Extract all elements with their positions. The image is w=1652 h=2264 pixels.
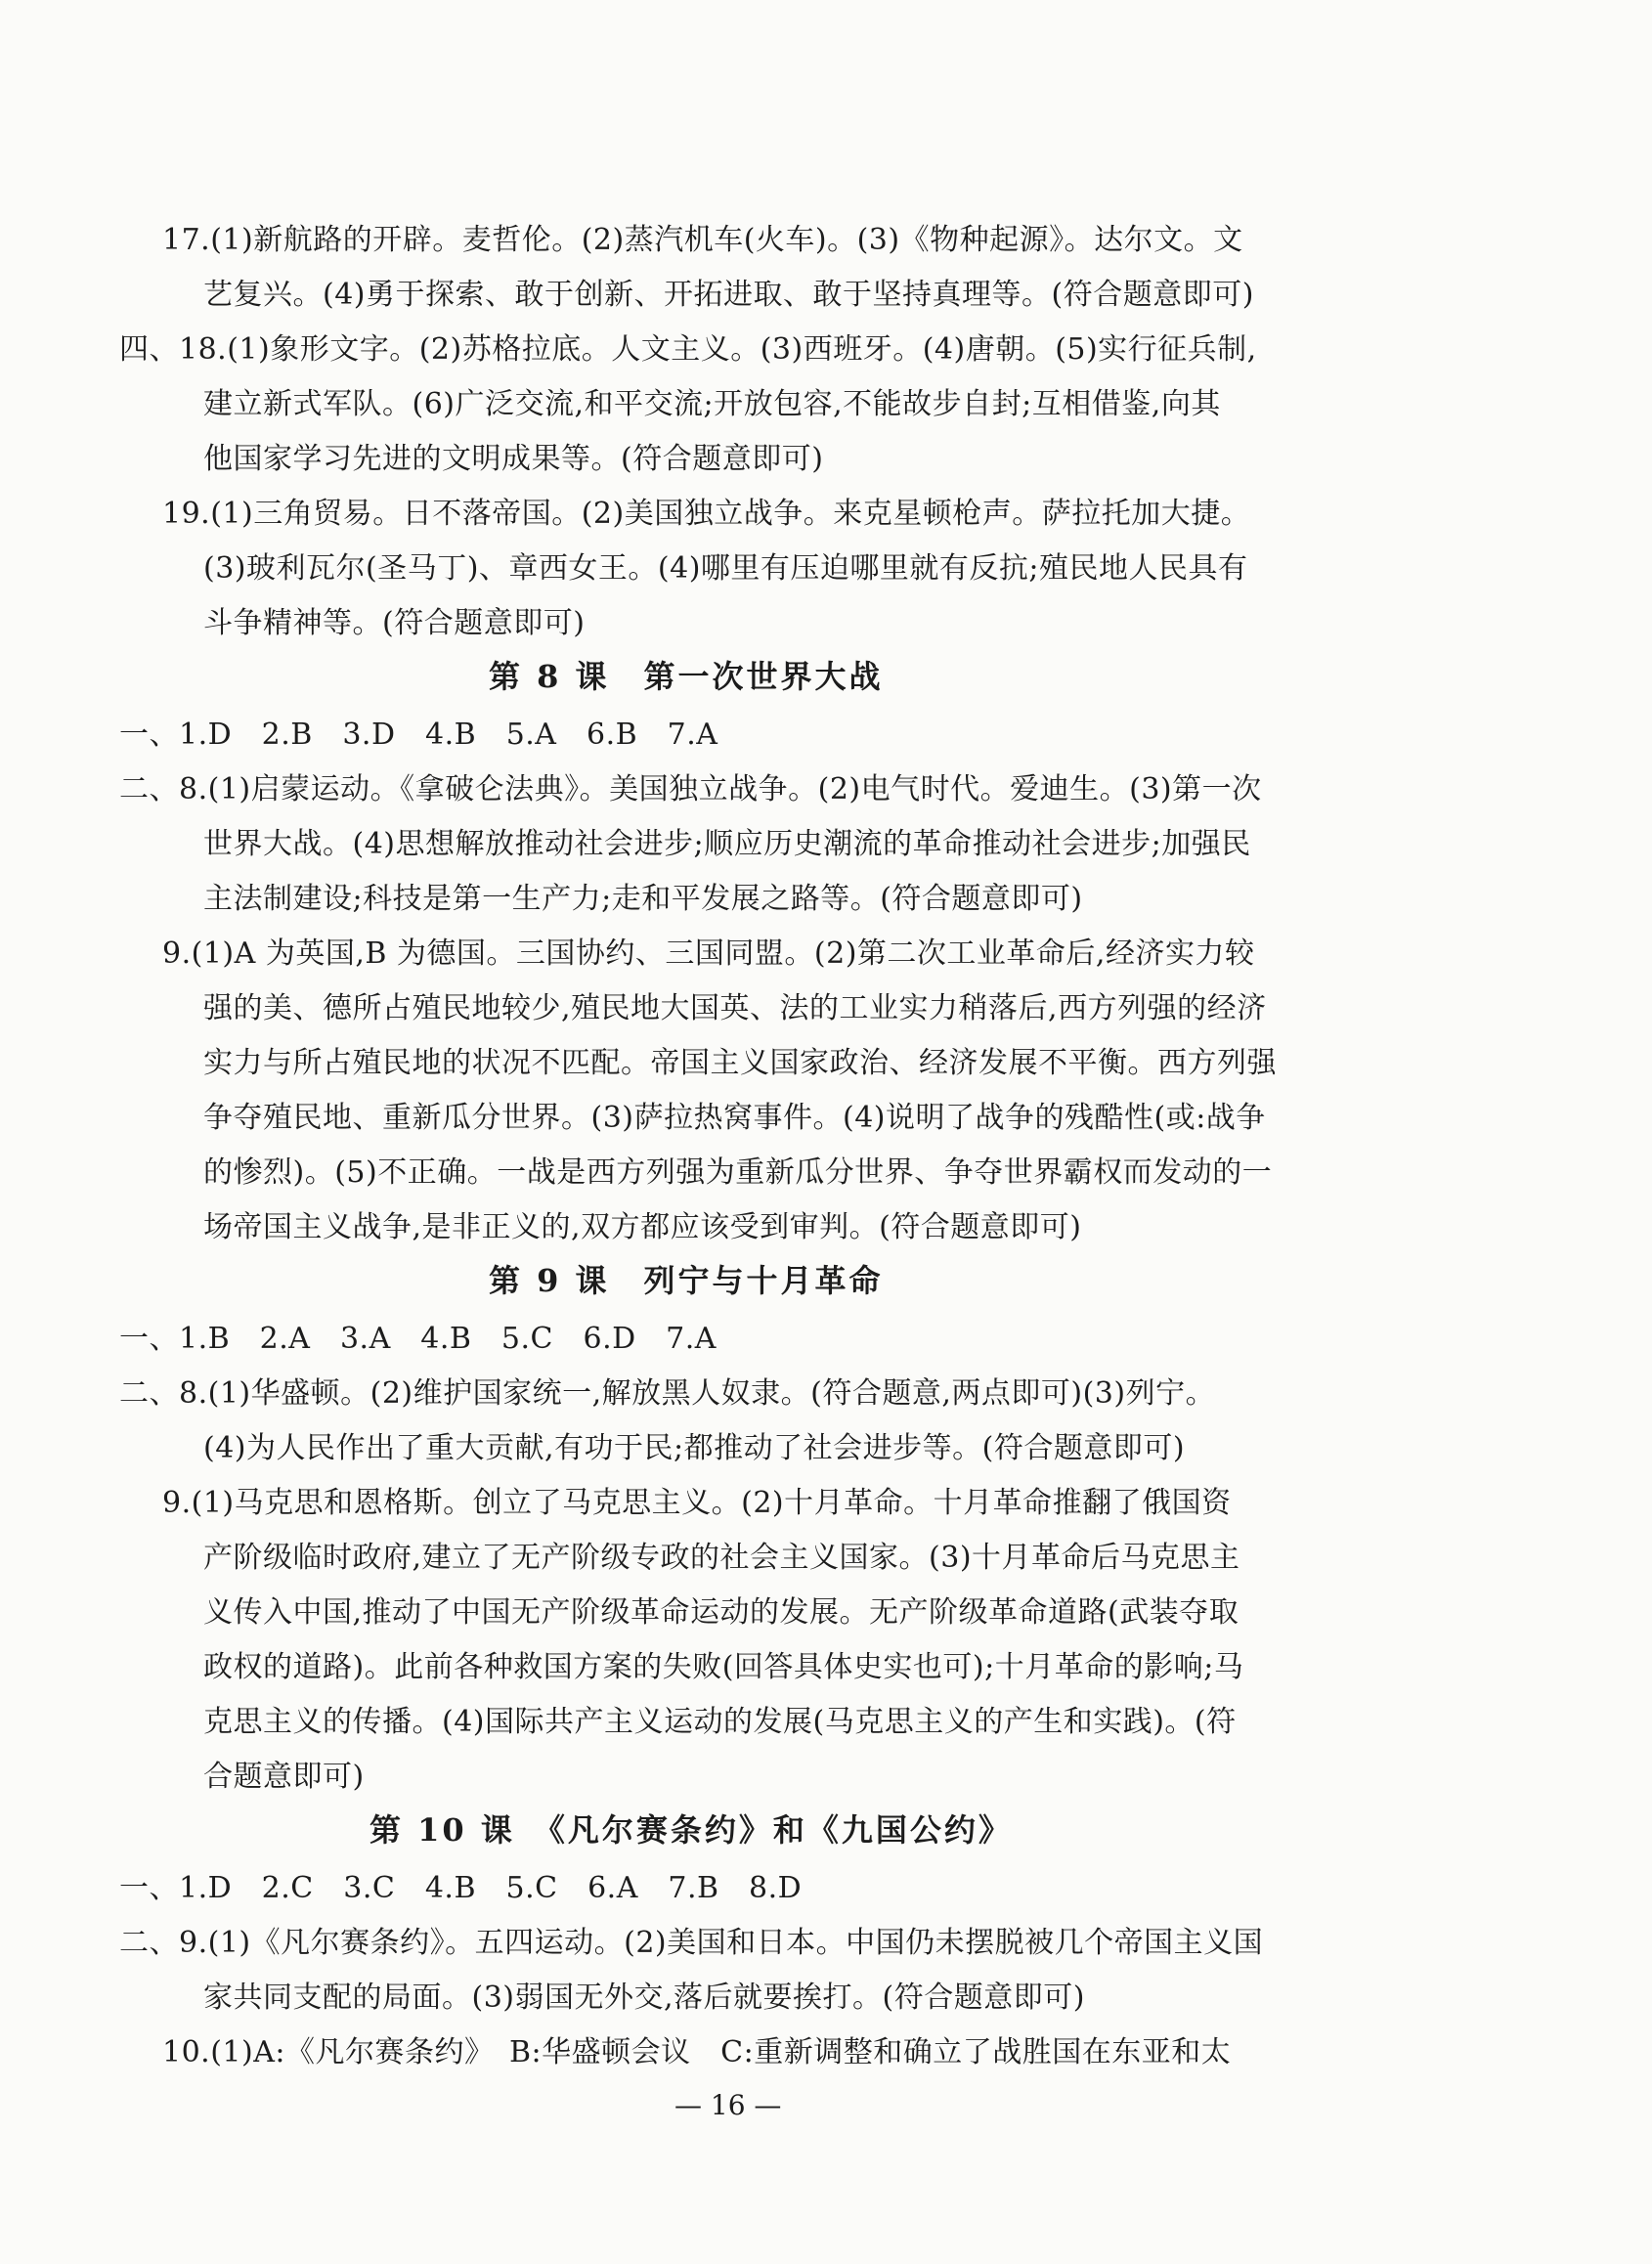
text-line: (4)为人民作出了重大贡献,有功于民;都推动了社会进步等。(符合题意即可) [203,1431,1186,1465]
text-line: 他国家学习先进的文明成果等。(符合题意即可) [203,442,824,476]
text-line: 四、18.(1)象形文字。(2)苏格拉底。人文主义。(3)西班牙。(4)唐朝。(5)实行征兵制, [119,332,1257,367]
text-line: 一、1.B 2.A 3.A 4.B 5.C 6.D 7.A [119,1322,717,1356]
text-line: 19.(1)三角贸易。日不落帝国。(2)美国独立战争。来克星顿枪声。萨拉托加大捷。 [162,497,1251,531]
lesson-heading: 第 10 课 《凡尔赛条约》和《九国公约》 [370,1811,1013,1849]
text-line: 一、1.D 2.C 3.C 4.B 5.C 6.A 7.B 8.D [119,1871,803,1905]
text-line: 争夺殖民地、重新瓜分世界。(3)萨拉热窝事件。(4)说明了战争的残酷性(或:战争 [203,1101,1266,1135]
lesson-heading: 第 9 课 列宁与十月革命 [489,1262,884,1299]
text-line: 一、1.D 2.B 3.D 4.B 5.A 6.B 7.A [119,718,718,752]
text-line: 斗争精神等。(符合题意即可) [203,606,586,640]
text-line: 克思主义的传播。(4)国际共产主义运动的发展(马克思主义的产生和实践)。(符 [203,1705,1237,1739]
text-line: 10.(1)A:《凡尔赛条约》 B:华盛顿会议 C:重新调整和确立了战胜国在东亚和太 [162,2035,1232,2069]
text-line: 二、9.(1)《凡尔赛条约》。五四运动。(2)美国和日本。中国仍未摆脱被几个帝国主义国 [119,1926,1264,1960]
text-line: 义传入中国,推动了中国无产阶级革命运动的发展。无产阶级革命道路(武装夺取 [203,1595,1239,1630]
lesson-heading: 第 8 课 第一次世界大战 [489,658,884,695]
text-line: 二、8.(1)启蒙运动。《拿破仑法典》。美国独立战争。(2)电气时代。爱迪生。(3)第一次 [119,772,1262,806]
text-line: 主法制建设;科技是第一生产力;走和平发展之路等。(符合题意即可) [203,882,1083,916]
text-line: 产阶级临时政府,建立了无产阶级专政的社会主义国家。(3)十月革命后马克思主 [203,1541,1240,1575]
text-line: 9.(1)A 为英国,B 为德国。三国协约、三国同盟。(2)第二次工业革命后,经济实力较 [162,936,1255,971]
text-line: 实力与所占殖民地的状况不匹配。帝国主义国家政治、经济发展不平衡。西方列强 [203,1046,1277,1080]
text-line: 建立新式军队。(6)广泛交流,和平交流;开放包容,不能故步自封;互相借鉴,向其 [203,387,1221,421]
text-line: 17.(1)新航路的开辟。麦哲伦。(2)蒸汽机车(火车)。(3)《物种起源》。达尔文。文 [162,223,1243,257]
text-line: 世界大战。(4)思想解放推动社会进步;顺应历史潮流的革命推动社会进步;加强民 [203,827,1251,861]
text-line: 9.(1)马克思和恩格斯。创立了马克思主义。(2)十月革命。十月革命推翻了俄国资 [162,1486,1232,1520]
page-number: — 16 — [674,2089,782,2121]
text-line: 家共同支配的局面。(3)弱国无外交,落后就要挨打。(符合题意即可) [203,1981,1085,2015]
text-line: 政权的道路)。此前各种救国方案的失败(回答具体史实也可);十月革命的影响;马 [203,1650,1244,1684]
text-line: 场帝国主义战争,是非正义的,双方都应该受到审判。(符合题意即可) [203,1210,1082,1244]
text-line: 的惨烈)。(5)不正确。一战是西方列强为重新瓜分世界、争夺世界霸权而发动的一 [203,1155,1273,1190]
text-line: 合题意即可) [203,1760,365,1794]
text-line: 艺复兴。(4)勇于探索、敢于创新、开拓进取、敢于坚持真理等。(符合题意即可) [203,278,1254,312]
text-line: 二、8.(1)华盛顿。(2)维护国家统一,解放黑人奴隶。(符合题意,两点即可)(3)列宁。 [119,1376,1216,1411]
text-line: (3)玻利瓦尔(圣马丁)、章西女王。(4)哪里有压迫哪里就有反抗;殖民地人民具有 [203,551,1248,586]
text-line: 强的美、德所占殖民地较少,殖民地大国英、法的工业实力稍落后,西方列强的经济 [203,991,1267,1025]
